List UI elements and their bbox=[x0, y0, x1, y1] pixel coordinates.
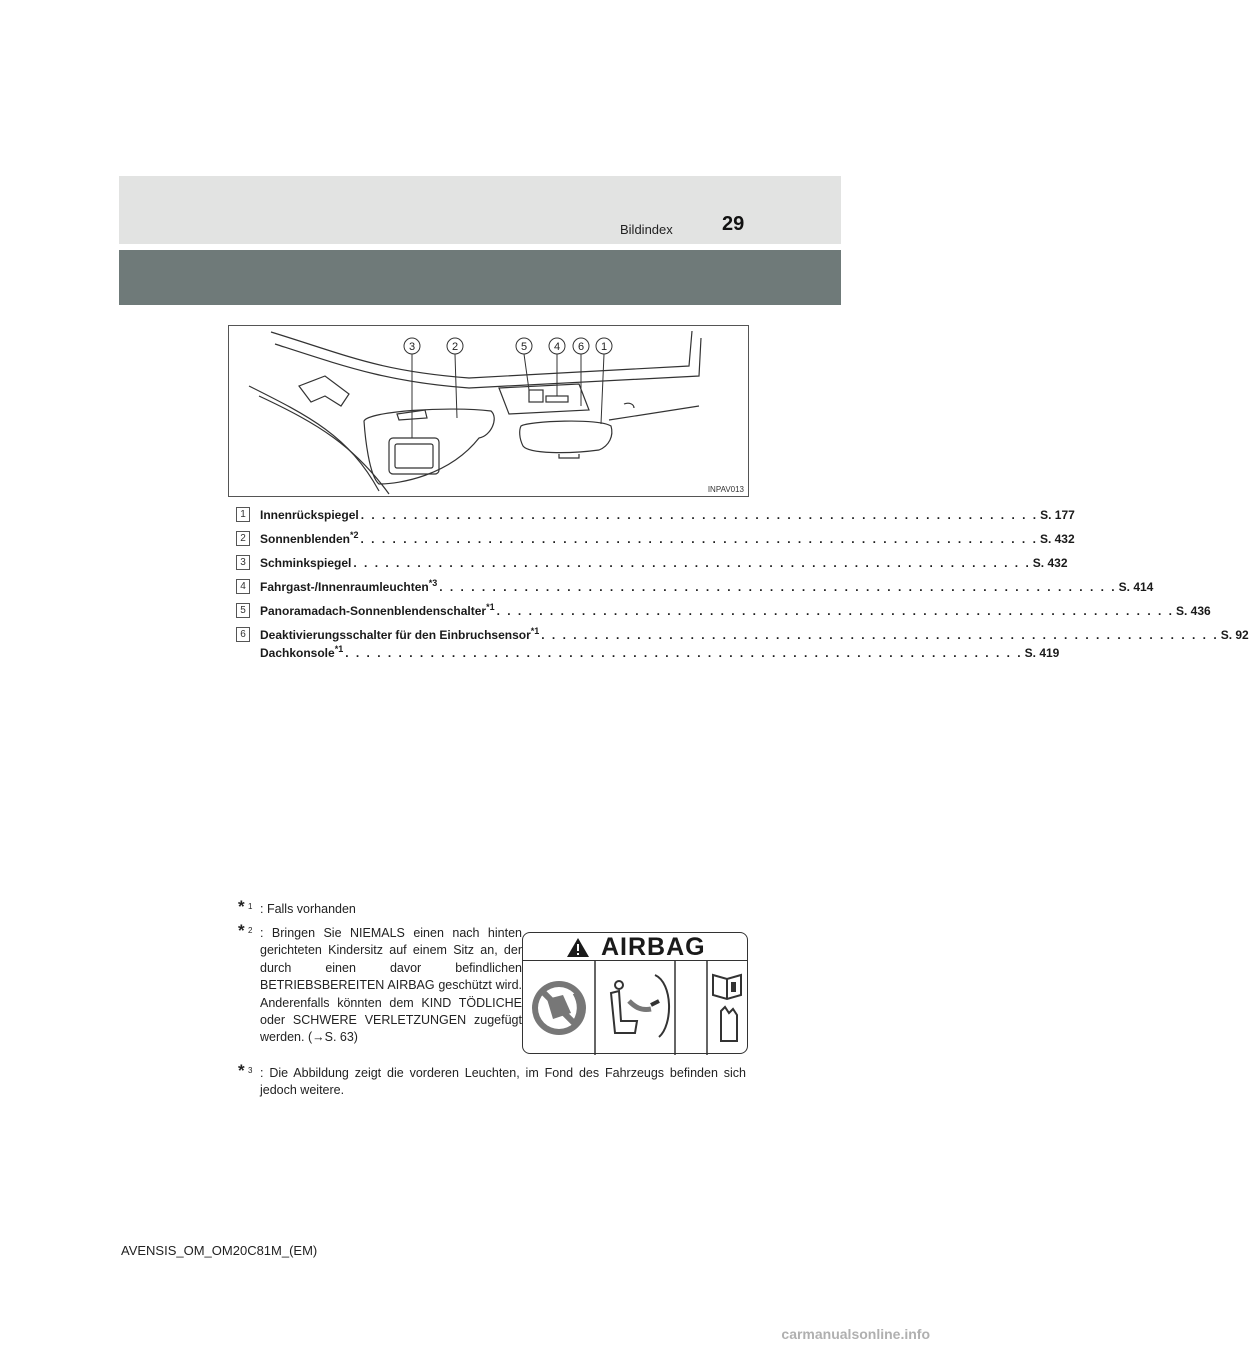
item-label: Innenrückspiegel bbox=[260, 508, 359, 522]
list-item bbox=[236, 602, 1211, 626]
list-item bbox=[236, 530, 1075, 554]
overhead-area-drawing bbox=[229, 326, 750, 498]
page-reference[interactable]: S. 432 bbox=[1032, 556, 1068, 570]
item-number: 2 bbox=[236, 531, 250, 546]
footnote-mark: *1 bbox=[334, 644, 344, 654]
callout-label: 6 bbox=[577, 341, 585, 353]
document-id: AVENSIS_OM_OM20C81M_(EM) bbox=[121, 1243, 318, 1258]
interior-illustration bbox=[228, 325, 749, 497]
airbag-warning-label bbox=[522, 932, 748, 1054]
item-label: Fahrgast-/Innenraumleuchten bbox=[260, 580, 429, 594]
footnote bbox=[238, 921, 522, 1060]
footnote-star: * bbox=[238, 1061, 245, 1080]
page-reference[interactable]: S. 419 bbox=[1024, 646, 1060, 660]
page-reference[interactable]: S. 436 bbox=[1176, 604, 1211, 618]
item-number: 3 bbox=[236, 555, 250, 570]
item-number: 6 bbox=[236, 627, 250, 642]
footnote-mark: *2 bbox=[350, 530, 359, 540]
leader-dots: . . . . . . . . . . . . . . . . . . . . . . . . . . . . . . . . . . . . . . . . . . . . . . . . . . . . . . . . . . . . . . . . bbox=[353, 556, 1031, 570]
footnote-mark: *1 bbox=[486, 602, 495, 612]
footnote-text: : Die Abbildung zeigt die vorderen Leuchten, im Fond des Fahrzeugs befinden sich jedoch weitere. bbox=[260, 1066, 746, 1098]
footnote-text: : Bringen Sie NIEMALS einen nach hinten gerichteten Kindersitz auf einem Sitz an, der durch einen davor befindlichen BETRIEBSBEREITEN AIRBAG geschützt wird. Anderenfalls könnten dem KIND TÖDLICHE oder SCHWERE VERLETZUNGEN zugefügt werden. (→S. 63) bbox=[260, 926, 522, 1045]
callout-label: 2 bbox=[451, 341, 459, 353]
footnote-star: * bbox=[238, 921, 245, 940]
watermark: carmanualsonline.info bbox=[781, 1326, 930, 1342]
item-label: Deaktivierungsschalter für den Einbruchsensor bbox=[260, 628, 531, 642]
item-number: 1 bbox=[236, 507, 250, 522]
callout-label: 1 bbox=[600, 341, 608, 353]
callout-label: 5 bbox=[520, 341, 528, 353]
footnote-mark: *3 bbox=[428, 578, 438, 588]
manual-book-icon bbox=[713, 975, 741, 1041]
leader-dots: . . . . . . . . . . . . . . . . . . . . . . . . . . . . . . . . . . . . . . . . . . . . . . . . . . . . . . . . . . . . . . . . bbox=[439, 580, 1117, 594]
leader-dots: . . . . . . . . . . . . . . . . . . . . . . . . . . . . . . . . . . . . . . . . . . . . . . . . . . . . . . . . . . . . . . . . bbox=[496, 604, 1174, 618]
list-item bbox=[236, 626, 1249, 644]
figure-code: INPAV013 bbox=[707, 485, 744, 494]
item-label: Schminkspiegel bbox=[260, 556, 352, 570]
page-reference[interactable]: S. 432 bbox=[1039, 532, 1075, 546]
item-label: Sonnenblenden bbox=[260, 532, 350, 546]
list-item bbox=[236, 644, 1060, 668]
footnote bbox=[238, 1061, 748, 1105]
component-list bbox=[236, 506, 1249, 668]
callout-label: 4 bbox=[553, 341, 561, 353]
footnote-number: 2 bbox=[248, 926, 253, 935]
item-label: Dachkonsole bbox=[260, 646, 335, 660]
leader-dots: . . . . . . . . . . . . . . . . . . . . . . . . . . . . . . . . . . . . . . . . . . . . . . . . . . . . . . . . . . . . . . . . bbox=[360, 532, 1038, 546]
footnote bbox=[238, 897, 758, 921]
leader-dots: . . . . . . . . . . . . . . . . . . . . . . . . . . . . . . . . . . . . . . . . . . . . . . . . . . . . . . . . . . . . . . . . bbox=[345, 646, 1023, 660]
no-rear-facing-child-seat-icon bbox=[532, 981, 586, 1035]
list-item bbox=[236, 578, 1154, 602]
page-reference[interactable]: S. 177 bbox=[1040, 508, 1075, 522]
item-number: 5 bbox=[236, 603, 250, 618]
footnote-number: 3 bbox=[248, 1066, 253, 1075]
footnote-star: * bbox=[238, 897, 245, 916]
seat-airbag-icon bbox=[611, 975, 669, 1037]
item-label: Panoramadach-Sonnenblendenschalter bbox=[260, 604, 487, 618]
footnote-mark: *1 bbox=[530, 626, 540, 636]
callout-label: 3 bbox=[408, 341, 416, 353]
header-bar bbox=[119, 250, 841, 305]
item-number: 4 bbox=[236, 579, 250, 594]
list-item bbox=[236, 506, 1075, 530]
section-title: Bildindex bbox=[620, 222, 673, 237]
page-reference[interactable]: S. 414 bbox=[1118, 580, 1154, 594]
footnote-number: 1 bbox=[248, 902, 253, 911]
leader-dots: . . . . . . . . . . . . . . . . . . . . . . . . . . . . . . . . . . . . . . . . . . . . . . . . . . . . . . . . . . . . . . . . bbox=[541, 628, 1219, 642]
list-item bbox=[236, 554, 1068, 578]
leader-dots: . . . . . . . . . . . . . . . . . . . . . . . . . . . . . . . . . . . . . . . . . . . . . . . . . . . . . . . . . . . . . . . . bbox=[360, 508, 1039, 522]
page-reference[interactable]: S. 92 bbox=[1220, 628, 1249, 642]
footnote-text: : Falls vorhanden bbox=[260, 902, 356, 916]
page-number: 29 bbox=[722, 213, 745, 235]
airbag-title: AIRBAG bbox=[601, 933, 706, 961]
